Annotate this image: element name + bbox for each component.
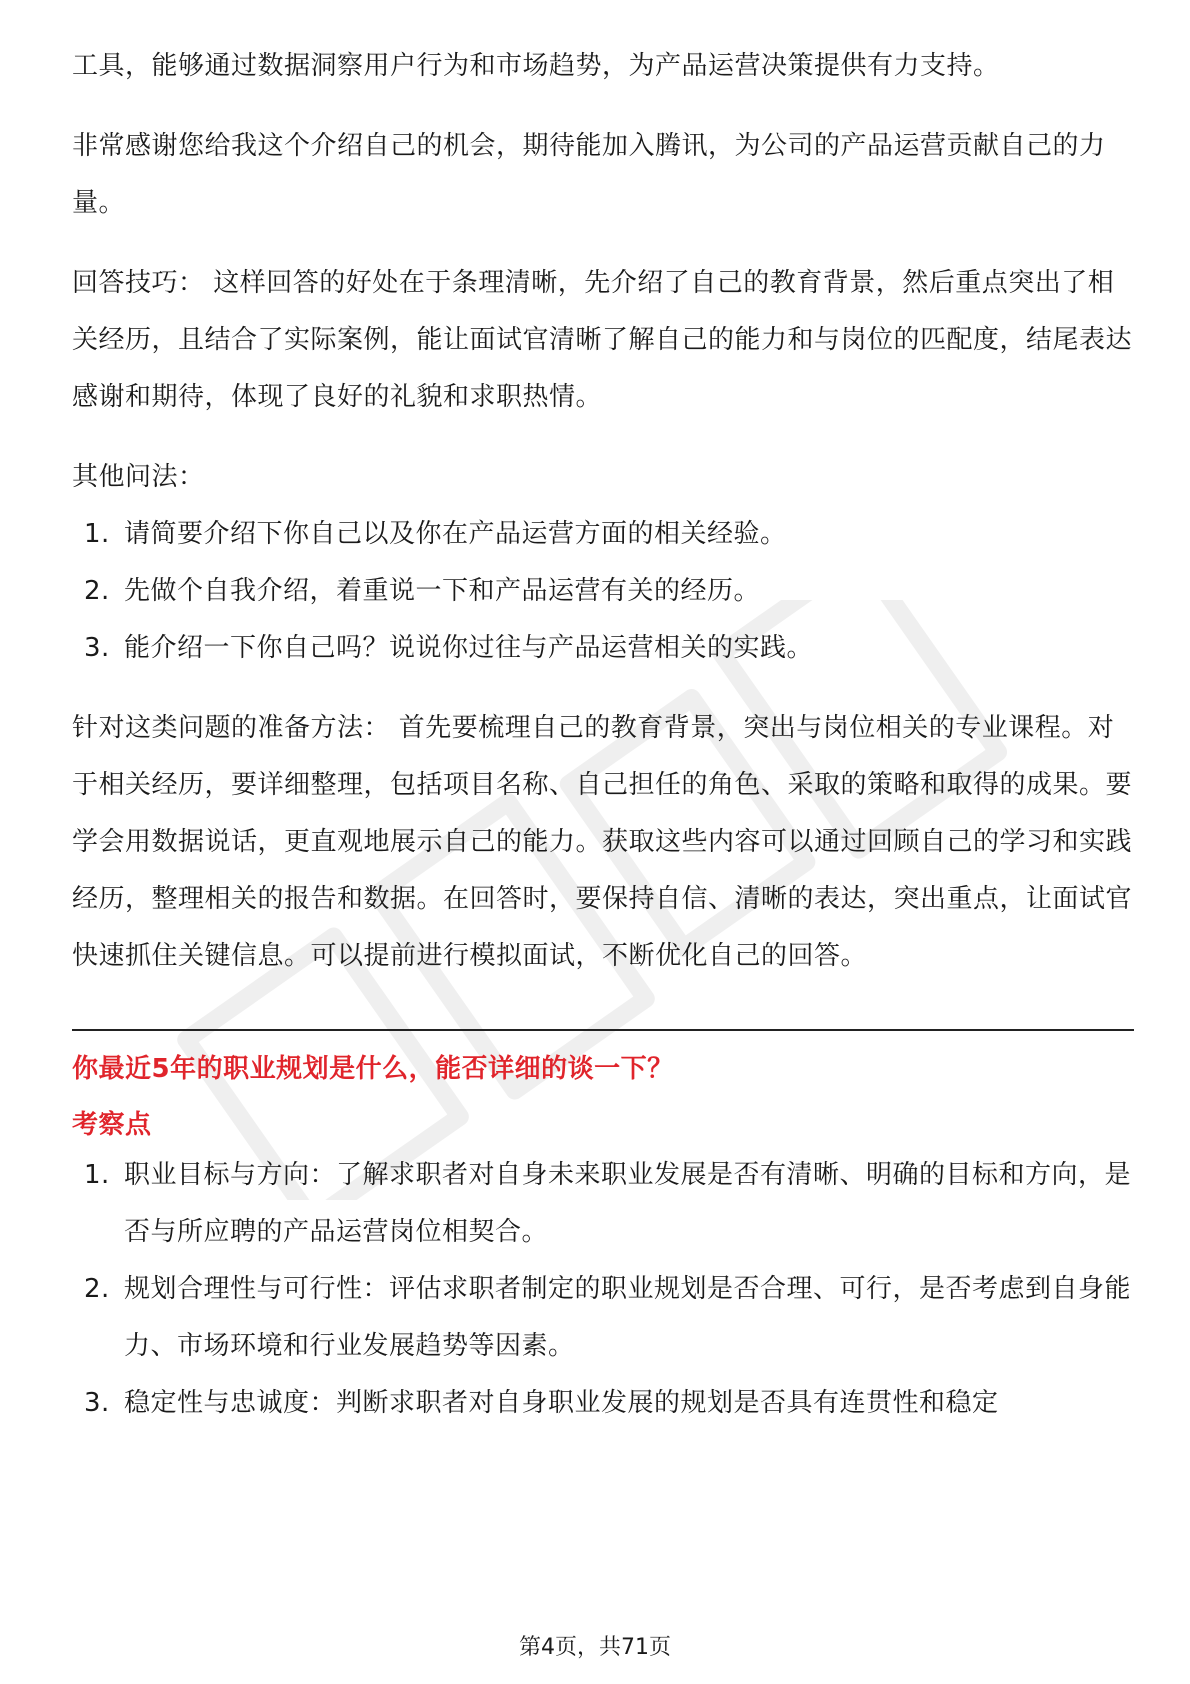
list-item [72,563,1132,620]
list-text: 先做个自我介绍，着重说一下和产品运营有关的经历。 [124,576,761,606]
question-subtitle: 考察点 [72,1110,152,1140]
list-item [72,1147,1132,1261]
other-questions-heading: 其他问法： [72,462,205,492]
list-item [72,1375,1132,1432]
list-text: 请简要介绍下你自己以及你在产品运营方面的相关经验。 [124,519,787,549]
list-text: 能介绍一下你自己吗？说说你过往与产品运营相关的实践。 [124,633,814,663]
paragraph-tools: 工具，能够通过数据洞察用户行为和市场趋势，为产品运营决策提供有力支持。 [72,51,1000,81]
list-number: 3. [84,1388,110,1418]
list-text: 规划合理性与可行性：评估求职者制定的职业规划是否合理、可行，是否考虑到自身能力、市场环境和行业发展趋势等因素。 [124,1274,1132,1361]
list-item [72,620,1132,677]
paragraph-thanks: 非常感谢您给我这个介绍自己的机会，期待能加入腾讯，为公司的产品运营贡献自己的力量。 [72,131,1106,218]
list-number: 3. [84,633,110,663]
question-title: 你最近5年的职业规划是什么，能否详细的谈一下？ [72,1054,674,1084]
section-divider [72,1029,1134,1031]
list-item [72,1261,1132,1375]
paragraph-preparation: 针对这类问题的准备方法： 首先要梳理自己的教育背景，突出与岗位相关的专业课程。对于相关经历，要详细整理，包括项目名称、自己担任的角色、采取的策略和取得的成果。要学会用数据说话，更直观地展示自己的能力。获取这些内容可以通过回顾自己的学习和实践经历，整理相关的报告和数据。在回答时，要保持自信、清晰的表达，突出重点，让面试官快速抓住关键信息。可以提前进行模拟面试，不断优化自己的回答。 [72,713,1133,971]
other-questions-list [72,506,1132,677]
list-number: 2. [84,1274,110,1304]
list-item [72,506,1132,563]
list-number: 1. [84,519,110,549]
assessment-points-list [72,1147,1132,1432]
document-body [72,38,1132,1432]
list-number: 2. [84,576,110,606]
list-text: 职业目标与方向：了解求职者对自身未来职业发展是否有清晰、明确的目标和方向，是否与所应聘的产品运营岗位相契合。 [124,1160,1132,1247]
list-number: 1. [84,1160,110,1190]
page-footer: 第4页，共71页 [519,1635,671,1660]
paragraph-answer-tips: 回答技巧： 这样回答的好处在于条理清晰，先介绍了自己的教育背景，然后重点突出了相关经历，且结合了实际案例，能让面试官清晰了解自己的能力和与岗位的匹配度，结尾表达感谢和期待，体现了良好的礼貌和求职热情。 [72,268,1133,412]
list-text: 稳定性与忠诚度：判断求职者对自身职业发展的规划是否具有连贯性和稳定 [124,1388,999,1418]
